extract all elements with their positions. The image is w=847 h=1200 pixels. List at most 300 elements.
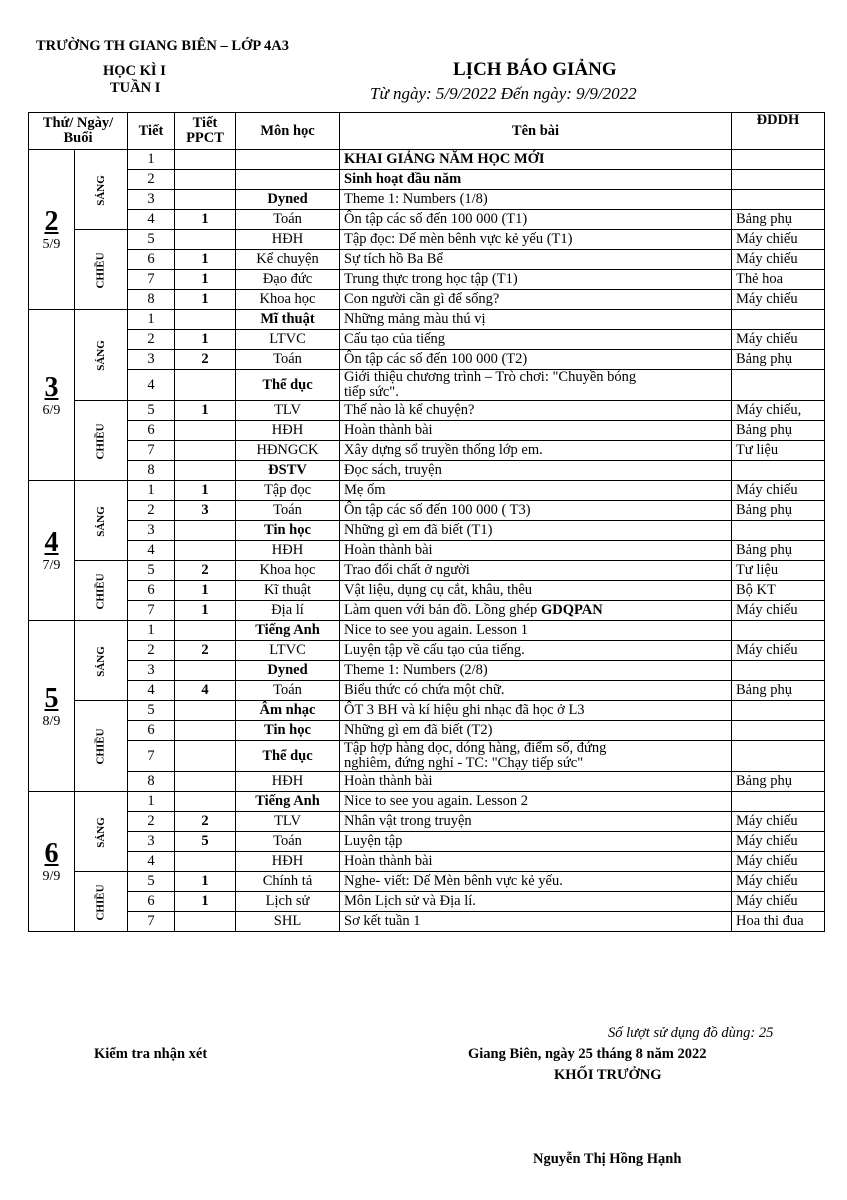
lesson-cell	[340, 832, 732, 852]
equipment-cell	[732, 721, 825, 741]
equipment-cell: Máy chiếu	[732, 832, 825, 852]
day-date: 5/9	[42, 237, 61, 252]
equipment-cell: Máy chiếu	[732, 892, 825, 912]
lesson-text: Hoàn thành bài	[344, 853, 433, 869]
ppct-cell	[175, 701, 236, 721]
lesson-cell	[340, 661, 732, 681]
day-number: 6	[44, 838, 59, 869]
subject-cell: Dyned	[236, 190, 340, 210]
subject-cell: Tiếng Anh	[236, 621, 340, 641]
lesson-cell	[340, 401, 732, 421]
ppct-cell: 1	[175, 290, 236, 310]
subject-cell: TLV	[236, 812, 340, 832]
subject-cell: Toán	[236, 210, 340, 230]
equipment-cell: Bảng phụ	[732, 421, 825, 441]
ppct-cell	[175, 852, 236, 872]
equipment-cell	[732, 150, 825, 170]
ppct-cell	[175, 230, 236, 250]
table-row	[29, 832, 825, 852]
lesson-text: Những gì em đã biết (T1)	[344, 522, 493, 538]
ppct-cell	[175, 741, 236, 772]
signer-role: KHỐI TRƯỞNG	[554, 1067, 662, 1083]
ppct-cell	[175, 661, 236, 681]
ppct-cell	[175, 912, 236, 932]
lesson-cell	[340, 721, 732, 741]
equipment-cell: Bảng phụ	[732, 210, 825, 230]
lesson-text: Sự tích hồ Ba Bể	[344, 251, 443, 267]
subject-cell: Thể dục	[236, 370, 340, 401]
equipment-cell	[732, 521, 825, 541]
table-row	[29, 441, 825, 461]
lesson-cell	[340, 521, 732, 541]
period-cell: 6	[128, 421, 175, 441]
review-label: Kiểm tra nhận xét	[94, 1046, 208, 1062]
lesson-text: Trung thực trong học tập (T1)	[344, 271, 518, 287]
lesson-text: Luyện tập	[344, 833, 403, 849]
lesson-text: Cấu tạo của tiếng	[344, 331, 446, 347]
lesson-cell	[340, 481, 732, 501]
lesson-cell	[340, 561, 732, 581]
period-cell: 2	[128, 170, 175, 190]
lesson-cell	[340, 150, 732, 170]
table-row	[29, 541, 825, 561]
lesson-cell	[340, 421, 732, 441]
subject-cell: Thể dục	[236, 741, 340, 772]
equipment-cell	[732, 310, 825, 330]
subject-cell: TLV	[236, 401, 340, 421]
lesson-text: Nhân vật trong truyện	[344, 813, 472, 829]
equipment-cell: Bảng phụ	[732, 501, 825, 521]
lesson-text-bold: GDQPAN	[540, 602, 603, 618]
equipment-cell: Máy chiếu	[732, 852, 825, 872]
lesson-text: Hoàn thành bài	[344, 542, 433, 558]
period-cell: 4	[128, 852, 175, 872]
equipment-cell: Máy chiếu	[732, 290, 825, 310]
lesson-text: Hoàn thành bài	[344, 773, 433, 789]
equipment-cell: Máy chiếu	[732, 601, 825, 621]
lesson-cell	[340, 701, 732, 721]
table-row	[29, 852, 825, 872]
table-row	[29, 350, 825, 370]
ppct-cell	[175, 621, 236, 641]
ppct-cell: 2	[175, 561, 236, 581]
lesson-text: Nghe- viết: Dế Mèn bênh vực kẻ yếu.	[344, 873, 563, 889]
school-name: TRƯỜNG TH GIANG BIÊN – LỚP 4A3	[36, 38, 289, 54]
lesson-text-line2: nghiêm, đứng nghỉ - TC: "Chạy tiếp sức"	[344, 755, 584, 771]
schedule-table	[28, 112, 825, 932]
ppct-cell: 1	[175, 872, 236, 892]
lesson-text: Con người cần gì để sống?	[344, 291, 500, 307]
session-label: CHIỀU	[94, 422, 107, 460]
lesson-text: Luyện tập về cấu tạo của tiếng.	[344, 642, 525, 658]
equipment-cell: Tư liệu	[732, 441, 825, 461]
subject-cell: HĐH	[236, 772, 340, 792]
semester-label: HỌC KÌ I	[103, 63, 166, 79]
subject-cell: Tin học	[236, 521, 340, 541]
session-cell	[75, 481, 128, 561]
lesson-cell	[340, 872, 732, 892]
lesson-text: Sơ kết tuần 1	[344, 913, 421, 929]
subject-cell: Kĩ thuật	[236, 581, 340, 601]
subject-cell: Lịch sử	[236, 892, 340, 912]
subject-cell: Tin học	[236, 721, 340, 741]
subject-cell: HĐNGCK	[236, 441, 340, 461]
ppct-cell: 5	[175, 832, 236, 852]
period-cell: 2	[128, 501, 175, 521]
col-equipment: ĐDDH	[732, 113, 825, 150]
table-row	[29, 792, 825, 812]
ppct-cell	[175, 772, 236, 792]
equipment-cell	[732, 370, 825, 401]
lesson-text: Vật liệu, dụng cụ cắt, khâu, thêu	[344, 582, 533, 598]
ppct-cell: 2	[175, 350, 236, 370]
equipment-cell: Máy chiếu	[732, 250, 825, 270]
table-row	[29, 601, 825, 621]
lesson-cell	[340, 792, 732, 812]
equipment-cell: Bảng phụ	[732, 350, 825, 370]
lesson-cell	[340, 270, 732, 290]
session-cell	[75, 621, 128, 701]
equipment-cell: Tư liệu	[732, 561, 825, 581]
lesson-cell	[340, 441, 732, 461]
lesson-text: Những mảng màu thú vị	[344, 311, 486, 327]
table-row	[29, 190, 825, 210]
equipment-cell	[732, 741, 825, 772]
lesson-cell	[340, 350, 732, 370]
period-cell: 1	[128, 150, 175, 170]
table-row	[29, 521, 825, 541]
lesson-cell	[340, 330, 732, 350]
table-row	[29, 872, 825, 892]
ppct-cell: 3	[175, 501, 236, 521]
period-cell: 4	[128, 210, 175, 230]
period-cell: 1	[128, 310, 175, 330]
page-title: LỊCH BÁO GIẢNG	[453, 59, 617, 80]
table-row	[29, 401, 825, 421]
period-cell: 3	[128, 350, 175, 370]
equipment-cell: Máy chiếu	[732, 330, 825, 350]
period-cell: 1	[128, 481, 175, 501]
day-number: 5	[44, 682, 59, 714]
subject-cell: Âm nhạc	[236, 701, 340, 721]
session-label: SÁNG	[94, 505, 107, 537]
lesson-text: Sinh hoạt đầu năm	[344, 171, 462, 187]
day-cell	[29, 481, 75, 621]
table-row	[29, 892, 825, 912]
equipment-cell: Máy chiếu	[732, 230, 825, 250]
lesson-text: Giới thiệu chương trình – Trò chơi: "Chuyền bóng	[344, 369, 637, 385]
lesson-text: Mẹ ốm	[344, 482, 386, 498]
equipment-cell: Thẻ hoa	[732, 270, 825, 290]
lesson-text: Ôn tập các số đến 100 000 ( T3)	[344, 502, 531, 518]
ppct-cell	[175, 310, 236, 330]
period-cell: 5	[128, 230, 175, 250]
period-cell: 3	[128, 521, 175, 541]
ppct-cell: 2	[175, 641, 236, 661]
week-label: TUẦN I	[110, 80, 161, 96]
table-row	[29, 481, 825, 501]
day-cell	[29, 150, 75, 310]
subject-cell: Dyned	[236, 661, 340, 681]
lesson-cell	[340, 210, 732, 230]
lesson-cell	[340, 541, 732, 561]
period-cell: 4	[128, 541, 175, 561]
session-cell	[75, 561, 128, 621]
table-row	[29, 170, 825, 190]
period-cell: 5	[128, 872, 175, 892]
session-label: CHIỀU	[94, 728, 107, 765]
ppct-cell	[175, 150, 236, 170]
usage-count: Số lượt sử dụng đồ dùng: 25	[608, 1025, 774, 1041]
session-cell	[75, 701, 128, 792]
lesson-cell	[340, 310, 732, 330]
session-label: CHIỀU	[94, 572, 107, 610]
table-row	[29, 661, 825, 681]
col-ppct: Tiết PPCT	[175, 113, 236, 150]
equipment-cell: Máy chiếu	[732, 872, 825, 892]
session-label: CHIỀU	[94, 251, 107, 289]
period-cell: 5	[128, 701, 175, 721]
ppct-cell: 1	[175, 601, 236, 621]
day-cell	[29, 792, 75, 932]
period-cell: 3	[128, 190, 175, 210]
lesson-text: Ôn tập các số đến 100 000 (T2)	[344, 351, 528, 367]
subject-cell: Mĩ thuật	[236, 310, 340, 330]
table-row	[29, 210, 825, 230]
table-row	[29, 812, 825, 832]
subject-cell: Toán	[236, 350, 340, 370]
day-cell	[29, 310, 75, 481]
lesson-text: Ôn tập các số đến 100 000 (T1)	[344, 211, 528, 227]
subject-cell: Đạo đức	[236, 270, 340, 290]
lesson-text: Nice to see you again. Lesson 2	[344, 793, 529, 809]
subject-cell: LTVC	[236, 330, 340, 350]
subject-cell: Toán	[236, 501, 340, 521]
period-cell: 6	[128, 250, 175, 270]
lesson-text: Đọc sách, truyện	[344, 462, 442, 478]
ppct-cell: 1	[175, 581, 236, 601]
ppct-cell	[175, 370, 236, 401]
ppct-cell: 4	[175, 681, 236, 701]
ppct-cell	[175, 461, 236, 481]
table-row	[29, 581, 825, 601]
table-row	[29, 912, 825, 932]
period-cell: 6	[128, 581, 175, 601]
equipment-cell	[732, 621, 825, 641]
subject-cell: Kể chuyện	[236, 250, 340, 270]
schedule-body	[29, 150, 825, 932]
lesson-cell	[340, 461, 732, 481]
ppct-cell: 1	[175, 401, 236, 421]
session-cell	[75, 150, 128, 230]
table-row	[29, 772, 825, 792]
day-number: 3	[44, 371, 59, 403]
table-row	[29, 641, 825, 661]
session-cell	[75, 230, 128, 310]
period-cell: 8	[128, 290, 175, 310]
subject-cell: Khoa học	[236, 290, 340, 310]
ppct-cell: 1	[175, 892, 236, 912]
lesson-text: Môn Lịch sử và Địa lí.	[344, 893, 476, 909]
period-cell: 8	[128, 461, 175, 481]
subject-cell: ĐSTV	[236, 461, 340, 481]
table-row	[29, 681, 825, 701]
day-date: 8/9	[42, 713, 61, 729]
equipment-cell	[732, 792, 825, 812]
session-label: CHIỀU	[94, 883, 107, 921]
lesson-cell	[340, 501, 732, 521]
ppct-cell	[175, 170, 236, 190]
subject-cell: Tiếng Anh	[236, 792, 340, 812]
table-row	[29, 561, 825, 581]
period-cell: 7	[128, 270, 175, 290]
day-date: 9/9	[42, 869, 61, 884]
lesson-text: Tập hợp hàng dọc, dóng hàng, điểm số, đứng	[344, 740, 607, 756]
table-row	[29, 270, 825, 290]
lesson-cell	[340, 681, 732, 701]
equipment-cell	[732, 190, 825, 210]
period-cell: 2	[128, 330, 175, 350]
lesson-text: Biểu thức có chứa một chữ.	[344, 682, 505, 698]
subject-cell: HĐH	[236, 230, 340, 250]
session-label: SÁNG	[94, 816, 107, 848]
period-cell: 1	[128, 621, 175, 641]
lesson-cell	[340, 581, 732, 601]
period-cell: 7	[128, 912, 175, 932]
lesson-cell	[340, 601, 732, 621]
table-row	[29, 370, 825, 401]
session-label: SÁNG	[94, 645, 107, 677]
equipment-cell	[732, 170, 825, 190]
table-row	[29, 150, 825, 170]
lesson-text: ÔT 3 BH và kí hiệu ghi nhạc đã học ở L3	[344, 702, 585, 718]
subject-cell: Khoa học	[236, 561, 340, 581]
day-date: 7/9	[42, 558, 61, 573]
equipment-cell: Máy chiếu	[732, 481, 825, 501]
equipment-cell: Máy chiếu	[732, 641, 825, 661]
subject-cell: Toán	[236, 832, 340, 852]
equipment-cell	[732, 661, 825, 681]
session-label: SÁNG	[94, 340, 107, 371]
lesson-text: Hoàn thành bài	[344, 422, 433, 438]
period-cell: 2	[128, 641, 175, 661]
table-header-row	[29, 113, 825, 150]
lesson-cell	[340, 370, 732, 401]
lesson-text-line2: tiếp sức".	[344, 384, 399, 400]
lesson-text: KHAI GIẢNG NĂM HỌC MỚI	[344, 151, 545, 167]
lesson-cell	[340, 641, 732, 661]
signer-name: Nguyễn Thị Hồng Hạnh	[533, 1151, 682, 1167]
table-row	[29, 621, 825, 641]
ppct-cell: 1	[175, 270, 236, 290]
equipment-cell: Máy chiếu,	[732, 401, 825, 421]
session-cell	[75, 401, 128, 481]
table-row	[29, 501, 825, 521]
period-cell: 2	[128, 812, 175, 832]
session-cell	[75, 872, 128, 932]
period-cell: 6	[128, 892, 175, 912]
table-row	[29, 721, 825, 741]
date-range: Từ ngày: 5/9/2022 Đến ngày: 9/9/2022	[370, 84, 637, 103]
subject-cell: Địa lí	[236, 601, 340, 621]
ppct-cell	[175, 792, 236, 812]
ppct-cell	[175, 421, 236, 441]
period-cell: 8	[128, 772, 175, 792]
period-cell: 5	[128, 561, 175, 581]
place-date: Giang Biên, ngày 25 tháng 8 năm 2022	[468, 1046, 707, 1062]
period-cell: 7	[128, 441, 175, 461]
equipment-cell: Máy chiếu	[732, 812, 825, 832]
equipment-cell: Bảng phụ	[732, 681, 825, 701]
session-cell	[75, 310, 128, 401]
period-cell: 7	[128, 601, 175, 621]
period-cell: 5	[128, 401, 175, 421]
subject-cell: Chính tả	[236, 872, 340, 892]
period-cell: 4	[128, 370, 175, 401]
col-lesson: Tên bài	[340, 113, 732, 150]
lesson-cell	[340, 190, 732, 210]
lesson-text: Những gì em đã biết (T2)	[344, 722, 493, 738]
lesson-text: Xây dựng sổ truyền thống lớp em.	[344, 442, 543, 458]
table-row	[29, 421, 825, 441]
lesson-text: Theme 1: Numbers (1/8)	[344, 191, 488, 207]
lesson-text: Tập đọc: Dế mèn bênh vực kẻ yếu (T1)	[344, 231, 573, 247]
table-row	[29, 701, 825, 721]
equipment-cell: Bảng phụ	[732, 541, 825, 561]
ppct-cell: 1	[175, 481, 236, 501]
ppct-cell	[175, 521, 236, 541]
table-row	[29, 461, 825, 481]
col-tiet: Tiết	[128, 113, 175, 150]
lesson-cell	[340, 772, 732, 792]
table-row	[29, 250, 825, 270]
lesson-cell	[340, 912, 732, 932]
lesson-cell	[340, 250, 732, 270]
table-row	[29, 310, 825, 330]
session-label: SÁNG	[94, 174, 107, 206]
lesson-text: Nice to see you again. Lesson 1	[344, 622, 529, 638]
day-date: 6/9	[42, 402, 61, 418]
subject-cell: Tập đọc	[236, 481, 340, 501]
day-cell	[29, 621, 75, 792]
col-subject: Môn học	[236, 113, 340, 150]
lesson-cell	[340, 892, 732, 912]
ppct-cell: 1	[175, 330, 236, 350]
table-row	[29, 230, 825, 250]
subject-cell: HĐH	[236, 421, 340, 441]
lesson-text: Theme 1: Numbers (2/8)	[344, 662, 488, 678]
period-cell: 3	[128, 832, 175, 852]
equipment-cell: Bộ KT	[732, 581, 825, 601]
equipment-cell	[732, 461, 825, 481]
ppct-cell	[175, 441, 236, 461]
table-row	[29, 741, 825, 772]
day-number: 4	[44, 527, 59, 558]
lesson-cell	[340, 170, 732, 190]
period-cell: 4	[128, 681, 175, 701]
lesson-cell	[340, 621, 732, 641]
ppct-cell: 1	[175, 250, 236, 270]
equipment-cell	[732, 701, 825, 721]
lesson-cell	[340, 852, 732, 872]
lesson-text: Trao đổi chất ở người	[344, 562, 470, 578]
ppct-cell	[175, 721, 236, 741]
period-cell: 3	[128, 661, 175, 681]
period-cell: 1	[128, 792, 175, 812]
equipment-cell: Bảng phụ	[732, 772, 825, 792]
period-cell: 6	[128, 721, 175, 741]
lesson-cell	[340, 230, 732, 250]
